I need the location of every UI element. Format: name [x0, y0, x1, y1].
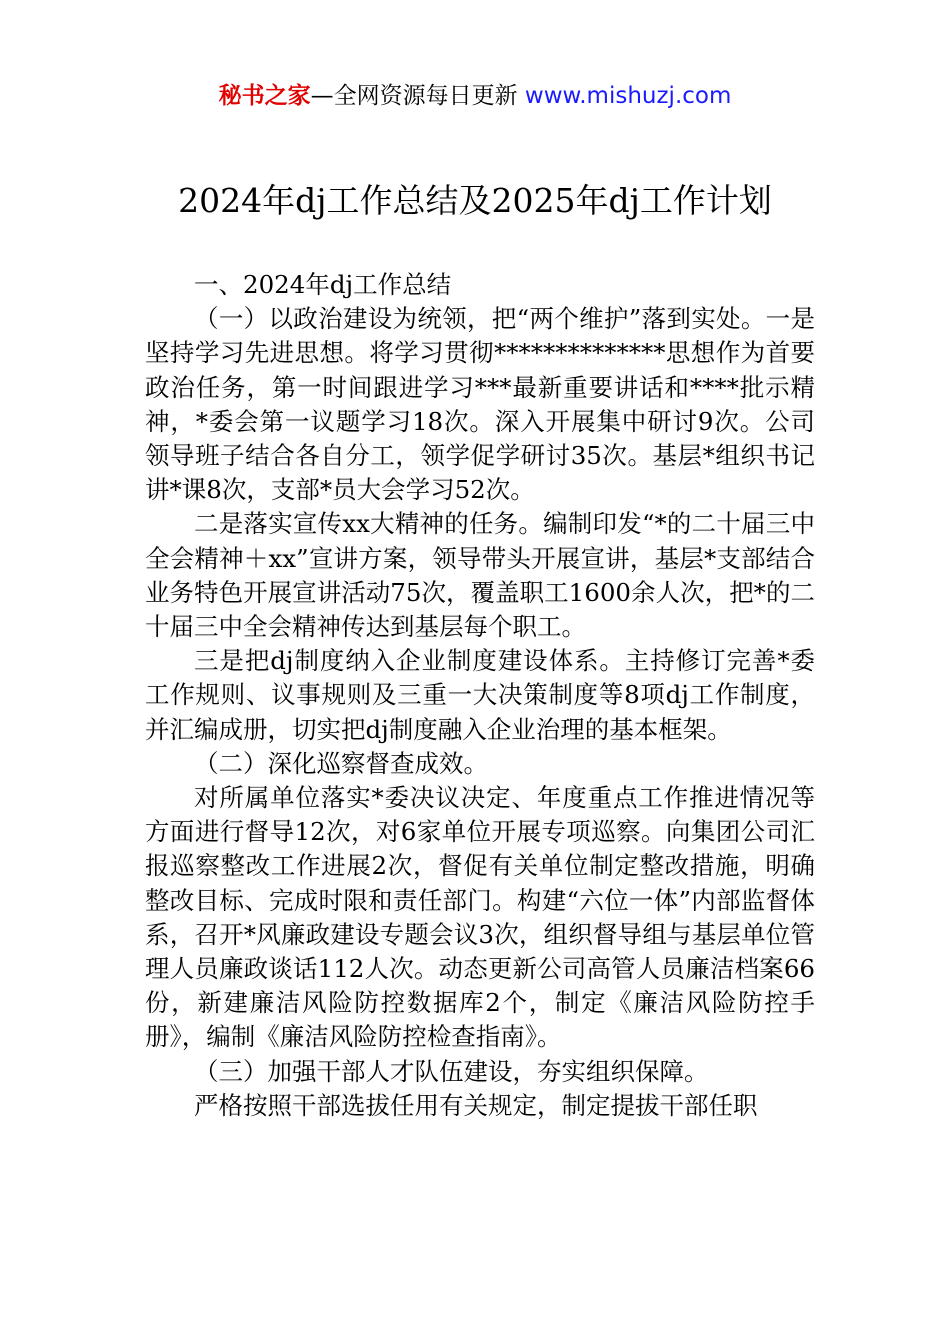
- site-url-link[interactable]: www.mishuzj.com: [524, 83, 732, 109]
- paragraph: （一）以政治建设为统领，把“两个维护”落到实处。一是坚持学习先进思想。将学习贯彻**************思想作为首要政治任务，第一时间跟进学习***最新重要讲话和****批示精神，*委会第一议题学习18次。深入开展集中研讨9次。公司领导班子结合各自分工，领学促学研讨35次。基层*组织书记讲*课8次，支部*员大会学习52次。: [145, 304, 815, 505]
- document-title: 2024年dj工作总结及2025年dj工作计划: [178, 181, 772, 220]
- section-heading: 一、2024年dj工作总结: [194, 270, 452, 299]
- header-tagline: —全网资源每日更新: [310, 83, 525, 109]
- paragraph: 三是把dj制度纳入企业制度建设体系。主持修订完善*委工作规则、议事规则及三重一大决策制度等8项dj工作制度，并汇编成册，切实把dj制度融入企业治理的基本框架。: [145, 646, 815, 744]
- brand-name: 秘书之家: [218, 83, 311, 109]
- paragraph: 二是落实宣传xx大精神的任务。编制印发“*的二十届三中全会精神＋xx”宣讲方案，领导带头开展宣讲，基层*支部结合业务特色开展宣讲活动75次，覆盖职工1600余人次，把*的二十届三中全会精神传达到基层每个职工。: [145, 509, 815, 642]
- paragraph: 严格按照干部选拔任用有关规定，制定提拔干部任职: [194, 1090, 758, 1120]
- subsection-heading: （三）加强干部人才队伍建设，夯实组织保障。: [194, 1056, 709, 1086]
- document-body: [145, 268, 815, 1123]
- paragraph: 对所属单位落实*委决议决定、年度重点工作推进情况等方面进行督导12次，对6家单位开展专项巡察。向集团公司汇报巡察整改工作进展2次，督促有关单位制定整改措施，明确整改目标、完成时限和责任部门。构建“六位一体”内部监督体系，召开*风廉政建设专题会议3次，组织督导组与基层单位管理人员廉政谈话112人次。动态更新公司高管人员廉洁档案66份，新建廉洁风险防控数据库2个，制定《廉洁风险防控手册》，编制《廉洁风险防控检查指南》。: [145, 783, 815, 1052]
- site-header: [0, 78, 950, 114]
- subsection-heading: （二）深化巡察督查成效。: [194, 748, 488, 778]
